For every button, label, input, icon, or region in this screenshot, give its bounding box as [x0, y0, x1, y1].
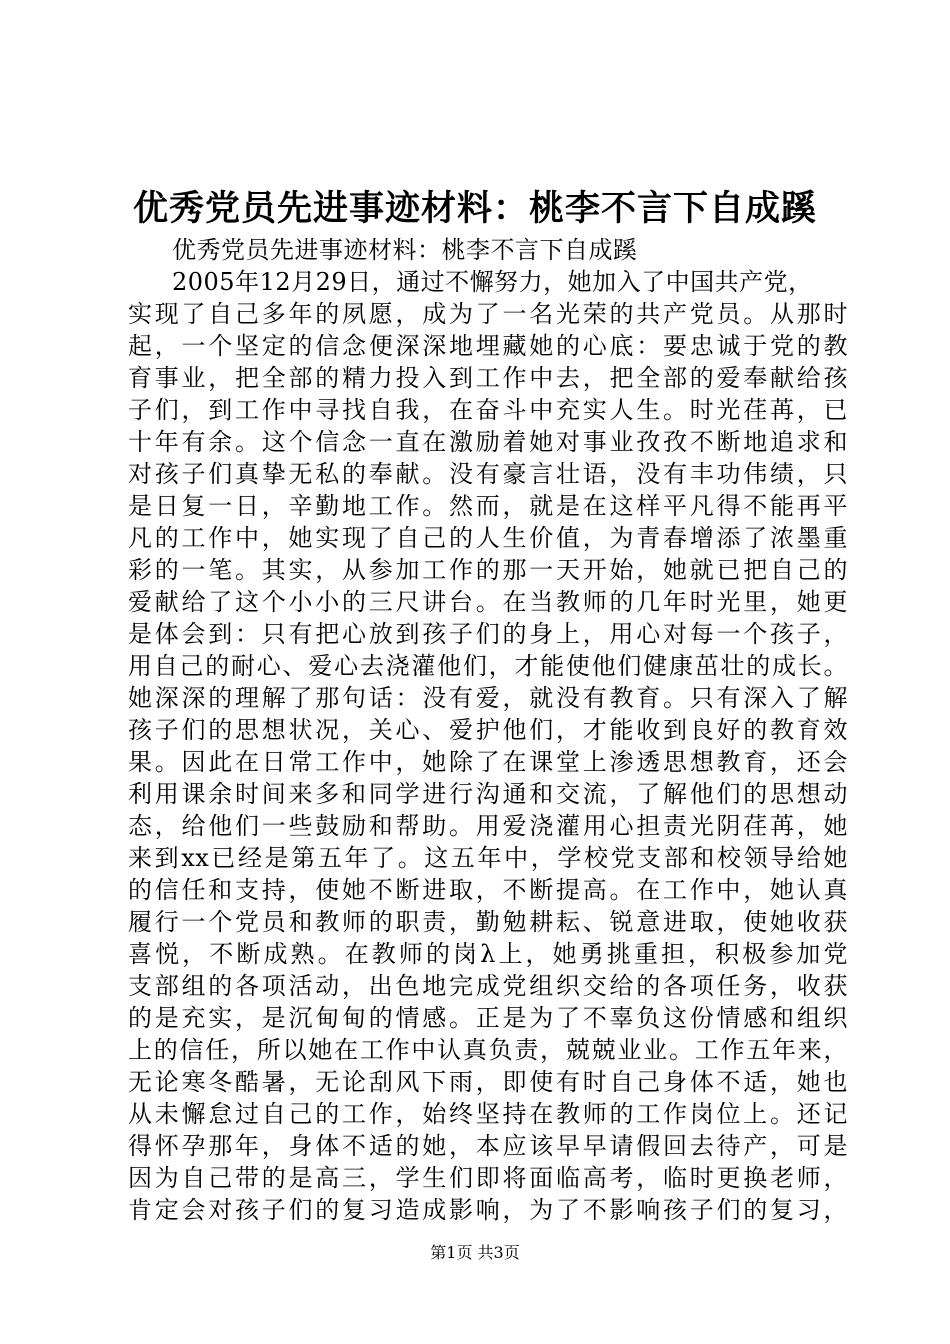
body-line: 十年有余。这个信念一直在激励着她对事业孜孜不断地追求和: [128, 428, 848, 456]
body-line: 凡的工作中，她实现了自己的人生价值，为青春增添了浓墨重: [128, 524, 848, 552]
body-line: 2005年12月29日，通过不懈努力，她加入了中国共产党，: [172, 268, 813, 296]
body-line: 肯定会对孩子们的复习造成影响，为了不影响孩子们的复习，: [128, 1196, 848, 1224]
body-line: 是体会到：只有把心放到孩子们的身上，用心对每一个孩子，: [128, 620, 848, 648]
body-line: 从未懈怠过自己的工作，始终坚持在教师的工作岗位上。还记: [128, 1100, 848, 1128]
body-line: 态，给他们一些鼓励和帮助。用爱浇灌用心担责光阴荏苒，她: [128, 812, 848, 840]
body-line: 果。因此在日常工作中，她除了在课堂上渗透思想教育，还会: [128, 748, 848, 776]
document-body: [128, 234, 848, 1226]
body-line: 来到xx已经是第五年了。这五年中，学校党支部和校领导给她: [128, 844, 848, 872]
body-line: 得怀孕那年，身体不适的她，本应该早早请假回去待产，可是: [128, 1132, 848, 1160]
page-number-footer: 第1页 共3页: [430, 1243, 520, 1262]
body-line: 实现了自己多年的夙愿，成为了一名光荣的共产党员。从那时: [128, 300, 848, 328]
body-line: 支部组的各项活动，出色地完成党组织交给的各项任务，收获: [128, 972, 848, 1000]
body-line: 履行一个党员和教师的职责，勤勉耕耘、锐意进取，使她收获: [128, 908, 848, 936]
body-line: 的是充实，是沉甸甸的情感。正是为了不辜负这份情感和组织: [128, 1004, 848, 1032]
body-line: 孩子们的思想状况，关心、爱护他们，才能收到良好的教育效: [128, 716, 848, 744]
body-line: 子们，到工作中寻找自我，在奋斗中充实人生。时光荏苒，已: [128, 396, 848, 424]
body-line: 起，一个坚定的信念便深深地埋藏她的心底：要忠诚于党的教: [128, 332, 848, 360]
body-line: 优秀党员先进事迹材料：桃李不言下自成蹊: [172, 236, 638, 264]
body-line: 育事业，把全部的精力投入到工作中去，把全部的爱奉献给孩: [128, 364, 848, 392]
body-line: 是日复一日，辛勤地工作。然而，就是在这样平凡得不能再平: [128, 492, 848, 520]
body-line: 因为自己带的是高三，学生们即将面临高考，临时更换老师，: [128, 1164, 848, 1192]
body-line: 利用课余时间来多和同学进行沟通和交流，了解他们的思想动: [128, 780, 848, 808]
body-line: 上的信任，所以她在工作中认真负责，兢兢业业。工作五年来，: [128, 1036, 848, 1064]
document-title: 优秀党员先进事迹材料：桃李不言下自成蹊: [132, 188, 817, 229]
body-line: 对孩子们真挚无私的奉献。没有豪言壮语，没有丰功伟绩，只: [128, 460, 848, 488]
body-line: 彩的一笔。其实，从参加工作的那一天开始，她就已把自己的: [128, 556, 848, 584]
body-line: 她深深的理解了那句话：没有爱，就没有教育。只有深入了解: [128, 684, 848, 712]
body-line: 喜悦，不断成熟。在教师的岗λ上，她勇挑重担，积极参加党: [128, 940, 848, 968]
body-line: 的信任和支持，使她不断进取，不断提高。在工作中，她认真: [128, 876, 848, 904]
body-line: 用自己的耐心、爱心去浇灌他们，才能使他们健康茁壮的成长。: [128, 652, 848, 680]
body-line: 爱献给了这个小小的三尺讲台。在当教师的几年时光里，她更: [128, 588, 848, 616]
body-line: 无论寒冬酷暑，无论刮风下雨，即使有时自己身体不适，她也: [128, 1068, 848, 1096]
